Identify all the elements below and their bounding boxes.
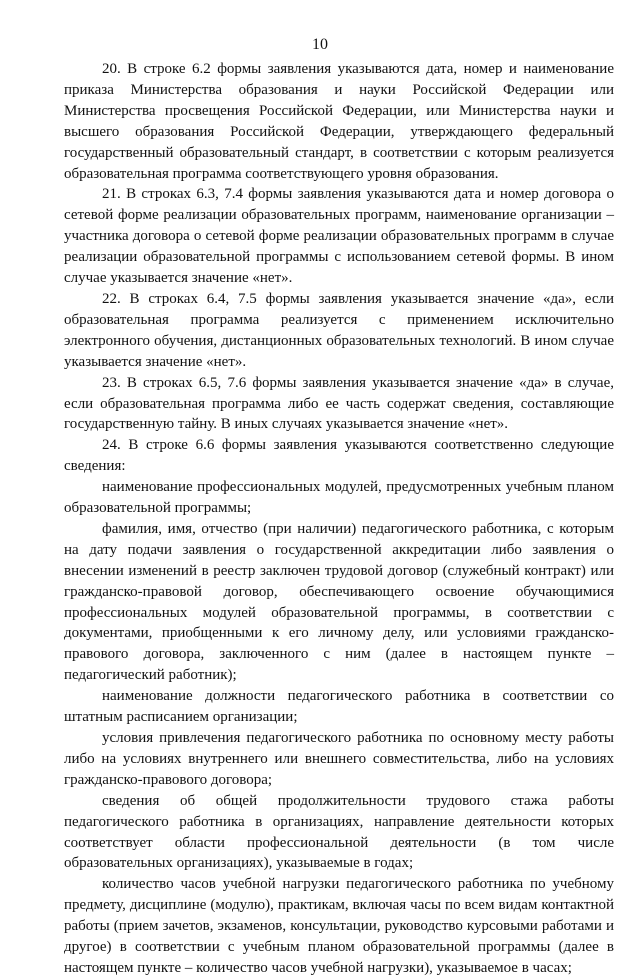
- list-item-teaching-hours: количество часов учебной нагрузки педагогического работника по учебному предмету, дисциплине (модулю), практикам, включая часы по всем видам контактной работы (прием зачетов, экзаменов, консультации, руководство курсовыми работами и другое) в соответствии с учебным планом образовательной программы (далее в настоящем пункте – количество часов учебной нагрузки), указываемое в часах;: [64, 876, 614, 976]
- paragraph-24: 24. В строке 6.6 формы заявления указываются соответственно следующие сведения:: [64, 437, 614, 475]
- list-item-employment-terms: условия привлечения педагогического работника по основному месту работы либо на условиях внутреннего или внешнего совместительства, либо на условиях гражданско-правового договора;: [64, 730, 614, 788]
- page-number: 10: [312, 36, 328, 53]
- list-item-work-experience: сведения об общей продолжительности трудового стажа работы педагогического работника в организациях, направление деятельности которых соответствует области профессиональной деятельности (в том числе образовательных организациях), указываемые в годах;: [64, 792, 614, 872]
- paragraph-23: 23. В строках 6.5, 7.6 формы заявления указывается значение «да» в случае, если образовательная программа либо ее часть содержат сведения, составляющие государственную тайну. В иных случаях указывается значение «нет».: [64, 374, 614, 433]
- paragraph-21: 21. В строках 6.3, 7.4 формы заявления указываются дата и номер договора о сетевой форме реализации образовательных программ, наименование организации – участника договора о сетевой форме реализации образовательных программ в случае реализации образовательной программы с использованием сетевой формы. В ином случае указывается значение «нет».: [64, 186, 614, 287]
- paragraph-22: 22. В строках 6.4, 7.5 формы заявления указывается значение «да», если образовательная программа реализуется с применением исключительно электронного обучения, дистанционных образовательных технологий. В ином случае указывается значение «нет».: [64, 290, 614, 370]
- list-item-position: наименование должности педагогического работника в соответствии со штатным расписанием организации;: [64, 688, 614, 726]
- document-body: [64, 59, 614, 979]
- list-item-module-names: наименование профессиональных модулей, предусмотренных учебным планом образовательной программы;: [64, 479, 614, 517]
- paragraph-20: 20. В строке 6.2 формы заявления указываются дата, номер и наименование приказа Министерства образования и науки Российской Федерации или Министерства просвещения Российской Федерации, или Министерства науки и высшего образования Российской Федерации, утверждающего федеральный государственный образовательный стандарт, в соответствии с которым реализуется образовательная программа соответствующего уровня образования.: [64, 61, 614, 182]
- list-item-teacher-name: фамилия, имя, отчество (при наличии) педагогического работника, с которым на дату подачи заявления о государственной аккредитации либо заявления о внесении изменений в реестр заключен трудовой договор (служебный контракт) или гражданско-правовой договор, обеспечивающего освоение обучающимися профессиональных модулей образовательной программы, в соответствии с документами, приобщенными к его личному делу, или условиями гражданско-правового договора, заключенного с ним (далее в настоящем пункте – педагогический работник);: [64, 520, 614, 684]
